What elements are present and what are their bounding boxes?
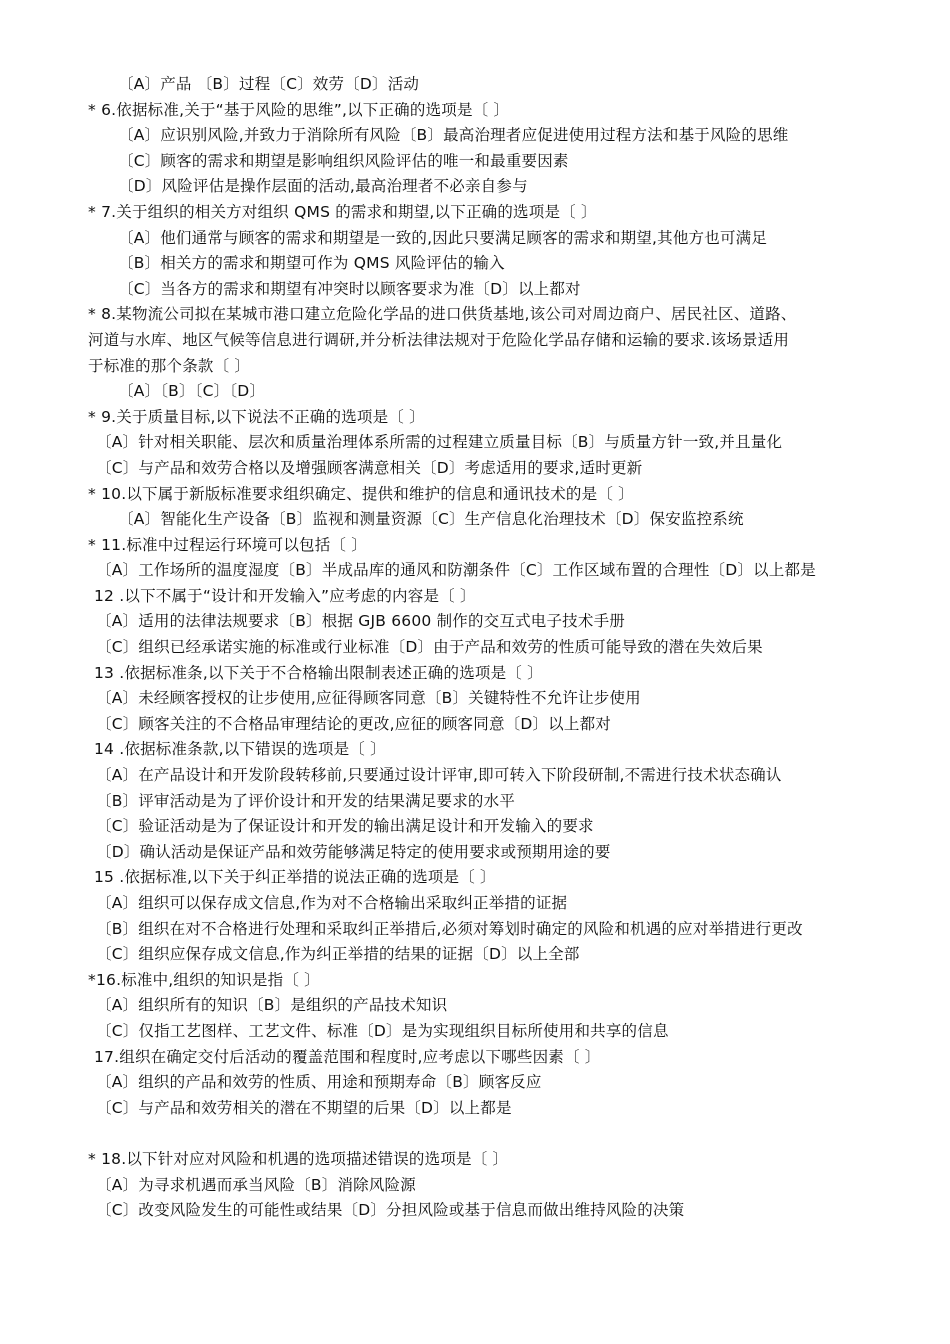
text-line: 〔A〕应识别风险,并致力于消除所有风险〔B〕最高治理者应促进使用过程方法和基于风险的思维 bbox=[118, 126, 789, 145]
text-line: 河道与水库、地区气候等信息进行调研,并分析法律法规对于危险化学品存储和运输的要求.该场景适用 bbox=[88, 330, 790, 349]
text-line: 〔A〕组织的产品和效劳的性质、用途和预期寿命〔B〕顾客反应 bbox=[96, 1073, 542, 1092]
text-line: 17.组织在确定交付后活动的覆盖范围和程度时,应考虑以下哪些因素〔 〕 bbox=[94, 1047, 601, 1066]
text-line: *16.标准中,组织的知识是指〔 〕 bbox=[88, 970, 320, 989]
text-line: 〔A〕工作场所的温度湿度〔B〕半成品库的通风和防潮条件〔C〕工作区域布置的合理性〔D〕以上都是 bbox=[96, 561, 816, 580]
blank-line bbox=[0, 1121, 950, 1147]
text-line: 〔A〕〔B〕〔C〕〔D〕 bbox=[118, 382, 266, 401]
text-line: 〔D〕风险评估是操作层面的活动,最高治理者不必亲自参与 bbox=[118, 177, 528, 196]
text-line: * 8.某物流公司拟在某城市港口建立危险化学品的进口供货基地,该公司对周边商户、居民社区、道路、 bbox=[88, 305, 797, 324]
text-line: * 6.依据标准,关于“基于风险的思维”,以下正确的选项是〔 〕 bbox=[88, 100, 510, 119]
text-line: 〔C〕与产品和效劳相关的潜在不期望的后果〔D〕以上都是 bbox=[96, 1098, 512, 1117]
document-page bbox=[0, 72, 950, 1224]
text-line: 〔C〕验证活动是为了保证设计和开发的输出满足设计和开发输入的要求 bbox=[96, 817, 594, 836]
text-line: 14 .依据标准条款,以下错误的选项是〔 〕 bbox=[94, 740, 386, 759]
text-line: 〔C〕与产品和效劳合格以及增强顾客满意相关〔D〕考虑适用的要求,适时更新 bbox=[96, 458, 643, 477]
text-line: 〔C〕顾客的需求和期望是影响组织风险评估的唯一和最重要因素 bbox=[118, 151, 569, 170]
text-line: 〔A〕在产品设计和开发阶段转移前,只要通过设计评审,即可转入下阶段研制,不需进行技术状态确认 bbox=[96, 766, 782, 785]
text-line: 12 .以下不属于“设计和开发输入”应考虑的内容是〔 〕 bbox=[94, 586, 476, 605]
text-line: 13 .依据标准条,以下关于不合格输出限制表述正确的选项是〔 〕 bbox=[94, 663, 543, 682]
text-line: * 10.以下属于新版标准要求组织确定、提供和维护的信息和通讯技术的是〔 〕 bbox=[88, 484, 634, 503]
text-line: 〔A〕适用的法律法规要求〔B〕根据 GJB 6600 制作的交互式电子技术手册 bbox=[96, 612, 625, 631]
text-line: 〔B〕评审活动是为了评价设计和开发的结果满足要求的水平 bbox=[96, 791, 516, 810]
text-line: 〔A〕他们通常与顾客的需求和期望是一致的,因此只要满足顾客的需求和期望,其他方也可满足 bbox=[118, 228, 768, 247]
text-line: 〔A〕组织所有的知识〔B〕是组织的产品技术知识 bbox=[96, 996, 448, 1015]
text-line: 〔B〕组织在对不合格进行处理和采取纠正举措后,必须对筹划时确定的风险和机遇的应对举措进行更改 bbox=[96, 919, 803, 938]
text-line: 〔A〕未经顾客授权的让步使用,应征得顾客同意〔B〕关键特性不允许让步使用 bbox=[96, 689, 641, 708]
text-line: 〔A〕针对相关职能、层次和质量治理体系所需的过程建立质量目标〔B〕与质量方针一致,并且量化 bbox=[96, 433, 783, 452]
text-line: 〔C〕改变风险发生的可能性或结果〔D〕分担风险或基于信息而做出维持风险的决策 bbox=[96, 1201, 685, 1220]
text-line: 〔A〕产品 〔B〕过程〔C〕效劳〔D〕活动 bbox=[118, 75, 420, 93]
text-line: * 7.关于组织的相关方对组织 QMS 的需求和期望,以下正确的选项是〔 〕 bbox=[88, 202, 597, 221]
text-line: 于标准的那个条款〔 〕 bbox=[88, 356, 251, 375]
text-line: 〔C〕仅指工艺图样、工艺文件、标准〔D〕是为实现组织目标所使用和共享的信息 bbox=[96, 1021, 669, 1040]
text-line: 〔D〕确认活动是保证产品和效劳能够满足特定的使用要求或预期用途的要 bbox=[96, 842, 611, 861]
text-line: 〔B〕相关方的需求和期望可作为 QMS 风险评估的输入 bbox=[118, 254, 505, 273]
text-line: 〔C〕当各方的需求和期望有冲突时以顾客要求为准〔D〕以上都对 bbox=[118, 279, 581, 298]
text-line: 〔A〕为寻求机遇而承当风险〔B〕消除风险源 bbox=[96, 1175, 416, 1194]
text-line: * 9.关于质量目标,以下说法不正确的选项是〔 〕 bbox=[88, 407, 425, 426]
text-line: 〔A〕组织可以保存成文信息,作为对不合格输出采取纠正举措的证据 bbox=[96, 894, 568, 912]
text-line: 〔A〕智能化生产设备〔B〕监视和测量资源〔C〕生产信息化治理技术〔D〕保安监控系统 bbox=[118, 510, 744, 529]
text-line: 〔C〕组织已经承诺实施的标准或行业标准〔D〕由于产品和效劳的性质可能导致的潜在失效后果 bbox=[96, 638, 763, 657]
text-line: 〔C〕顾客关注的不合格品审理结论的更改,应征的顾客同意〔D〕以上都对 bbox=[96, 714, 611, 733]
text-line: * 18.以下针对应对风险和机遇的选项描述错误的选项是〔 〕 bbox=[88, 1149, 509, 1168]
text-line: * 11.标准中过程运行环境可以包括〔 〕 bbox=[88, 535, 367, 554]
text-line: 〔C〕组织应保存成文信息,作为纠正举措的结果的证据〔D〕以上全部 bbox=[96, 945, 580, 964]
text-line: 15 .依据标准,以下关于纠正举措的说法正确的选项是〔 〕 bbox=[94, 868, 496, 887]
